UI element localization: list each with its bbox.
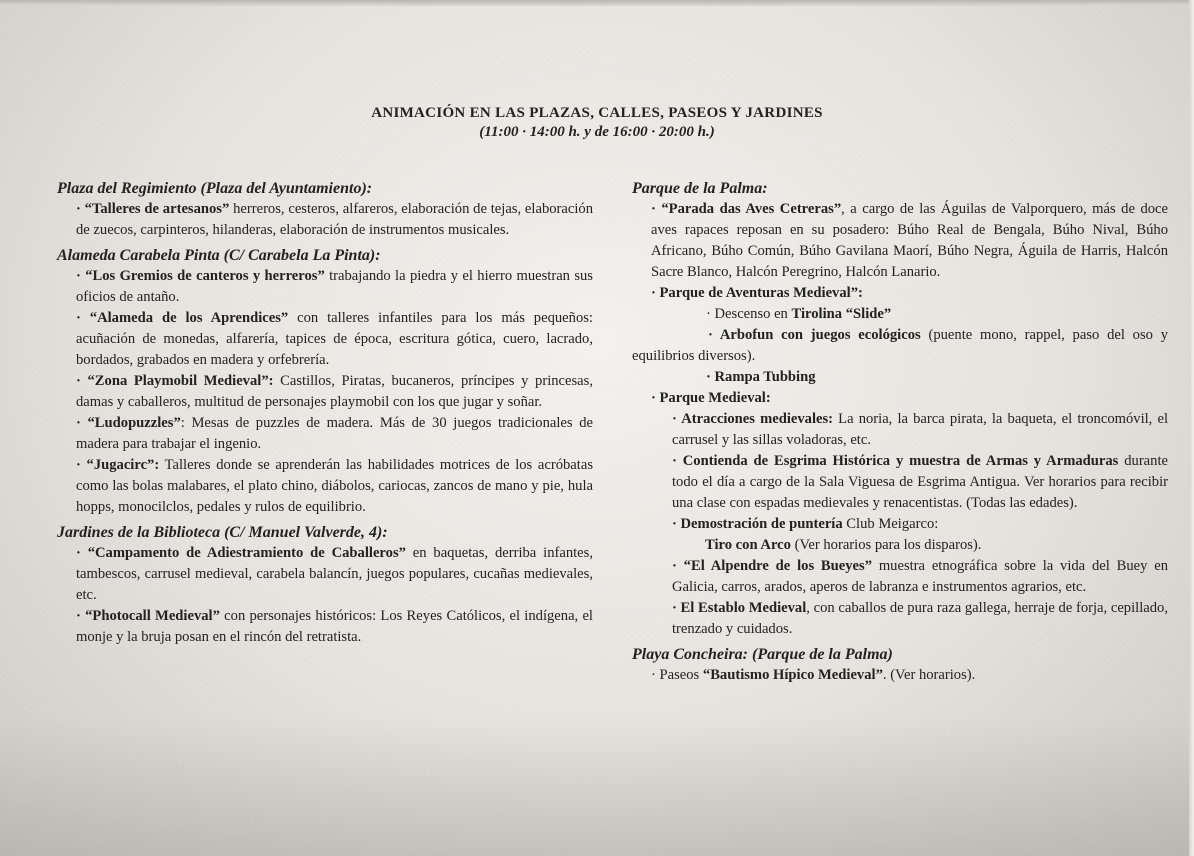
- activity-desc: con talleres infantiles para los más pequeños: acuñación de monedas, alfarería, tapices de época, escritura gótica, cuero, lacrado, bordados, grabados en madera y orfebrería.: [76, 310, 593, 368]
- activity-name: · “Alameda de los Aprendices”: [76, 310, 289, 326]
- activity-desc: (Ver horarios para los disparos).: [790, 537, 982, 553]
- activity-desc: La noria, la barca pirata, la baqueta, el troncomóvil, el carrusel y las sillas voladoras, etc.: [672, 411, 1168, 448]
- activity-item: [57, 199, 593, 241]
- activity-item: [57, 371, 593, 413]
- activity-desc: , con caballos de pura raza gallega, herraje de forja, cepillado, trenzado y cuidados.: [672, 600, 1168, 637]
- activity-item: [57, 413, 593, 455]
- activity-desc: con personajes históricos: Los Reyes Católicos, el indígena, el monje y la bruja posan en el rincón del retratista.: [76, 608, 593, 645]
- activity-desc: Club Meigarco:: [842, 516, 939, 532]
- activity-name: · “Jugacirc”:: [76, 457, 160, 473]
- activity-name: · “Campamento de Adiestramiento de Caballeros”: [76, 545, 406, 561]
- activity-item: [653, 598, 1168, 640]
- activity-name: · “Talleres de artesanos”: [76, 201, 230, 217]
- activity-desc: trabajando la piedra y el hierro muestran sus oficios de antaño.: [76, 268, 593, 305]
- parque-medieval-list: [632, 409, 1168, 640]
- activity-desc: : Mesas de puzzles de madera. Más de 30 juegos tradicionales de madera para trabajar el ingenio.: [76, 415, 593, 452]
- page-header: [0, 104, 1194, 142]
- activity-item: [653, 451, 1168, 514]
- activity-name: · “Ludopuzzles”: [76, 415, 181, 431]
- activity-desc: . (Ver horarios).: [882, 667, 976, 683]
- activity-desc: en baquetas, derriba infantes, tambescos, carrusel medieval, carabela balancín, juegos populares, cucañas medievales, etc.: [76, 545, 593, 603]
- activity-desc: (puente mono, rappel, paso del oso y equilibrios diversos).: [632, 327, 1169, 364]
- activity-item: [653, 556, 1168, 598]
- activity-item: [632, 304, 1168, 325]
- right-column: [632, 178, 1168, 690]
- activity-item: [57, 606, 593, 648]
- activity-name: · Atracciones medievales:: [672, 411, 834, 427]
- subsection-heading: [632, 283, 1168, 304]
- activity-desc: Talleres donde se aprenderán las habilidades motrices de los acróbatas como las bolas malabares, el plato chino, diábolos, cariocas, zancos de mano y pie, hula hopps, monocilclos, pedales y rulos de equilibrio.: [76, 457, 593, 515]
- activity-item: [632, 325, 1168, 367]
- activity-name: “Bautismo Hípico Medieval”: [702, 667, 883, 683]
- activity-item: [57, 308, 593, 371]
- section-title: Plaza del Regimiento (Plaza del Ayuntamiento):: [57, 180, 373, 197]
- activity-name: · Demostración de puntería: [672, 516, 843, 532]
- activity-name: · “Photocall Medieval”: [76, 608, 220, 624]
- section-alameda-carabela: [57, 245, 593, 518]
- left-column: [57, 178, 593, 652]
- activity-item: [632, 665, 1168, 686]
- activity-item: [57, 543, 593, 606]
- activity-desc: durante todo el día a cargo de la Sala Viguesa de Esgrima Antigua. Ver horarios para recibir una clase con espadas medievales y renacentistas. (Todas las edades).: [672, 453, 1168, 511]
- section-title: Jardines de la Biblioteca (C/ Manuel Valverde, 4):: [57, 524, 388, 541]
- subsection-heading-text: · Parque de Aventuras Medieval”:: [651, 285, 863, 301]
- activity-item: [653, 409, 1168, 451]
- activity-desc: muestra etnográfica sobre la vida del Buey en Galicia, carros, arados, aperos de labranza e instrumentos agrarios, etc.: [672, 558, 1168, 595]
- section-title: Playa Concheira: (Parque de la Palma): [632, 646, 893, 663]
- section-title: Parque de la Palma:: [632, 180, 768, 197]
- schedule-hours: (11:00 · 14:00 h. y de 16:00 · 20:00 h.): [479, 124, 715, 140]
- activity-name: · “Parada das Aves Cetreras”: [651, 201, 842, 217]
- activity-item: [632, 199, 1168, 283]
- activity-desc: Castillos, Piratas, bucaneros, príncipes y princesas, damas y caballeros, multitud de personajes playmobil con los que jugar y soñar.: [76, 373, 593, 410]
- section-plaza-regimiento: [57, 178, 593, 241]
- activity-desc: herreros, cesteros, alfareros, elaboración de tejas, elaboración de zuecos, carpinteros, hilanderas, elaboración de instrumentos musicales.: [76, 201, 594, 238]
- page-title: ANIMACIÓN EN LAS PLAZAS, CALLES, PASEOS Y JARDINES: [371, 105, 823, 121]
- activity-name: · El Establo Medieval: [672, 600, 807, 616]
- activity-name: · “Zona Playmobil Medieval”:: [76, 373, 274, 389]
- activity-name: · “El Alpendre de los Bueyes”: [672, 558, 873, 574]
- activity-name: · Rampa Tubbing: [706, 369, 816, 385]
- page-top-edge: [0, 0, 1194, 6]
- activity-item: [57, 455, 593, 518]
- activity-desc: , a cargo de las Águilas de Valporquero, más de doce aves rapaces reposan en su posadero: Búho Real de Bengala, Búho Nival, Búho Africano, Búho Común, Búho Gavilana Maorí, Búho Negra, Águila de Harris, Halcón Sacre Blanco, Halcón Peregrino, Halcón Lanario.: [651, 201, 1169, 280]
- section-jardines-biblioteca: [57, 522, 593, 648]
- section-playa-concheira: [632, 644, 1168, 686]
- activity-desc: · Descenso en: [706, 306, 792, 322]
- activity-name: · Arbofun con juegos ecológicos: [708, 327, 921, 343]
- activity-name: Tiro con Arco: [705, 537, 791, 553]
- section-parque-palma: [632, 178, 1168, 640]
- subsection-heading: [632, 388, 1168, 409]
- activity-name: Tirolina “Slide”: [791, 306, 892, 322]
- activity-name: · Contienda de Esgrima Histórica y muestra de Armas y Armaduras: [672, 453, 1119, 469]
- activity-desc: · Paseos: [651, 667, 703, 683]
- subsection-heading-text: · Parque Medieval:: [651, 390, 771, 406]
- activity-item: [653, 514, 1168, 535]
- activity-item: [653, 535, 1168, 556]
- activity-name: · “Los Gremios de canteros y herreros”: [76, 268, 325, 284]
- activity-item: [632, 367, 1168, 388]
- activity-item: [57, 266, 593, 308]
- section-title: Alameda Carabela Pinta (C/ Carabela La Pinta):: [57, 247, 381, 264]
